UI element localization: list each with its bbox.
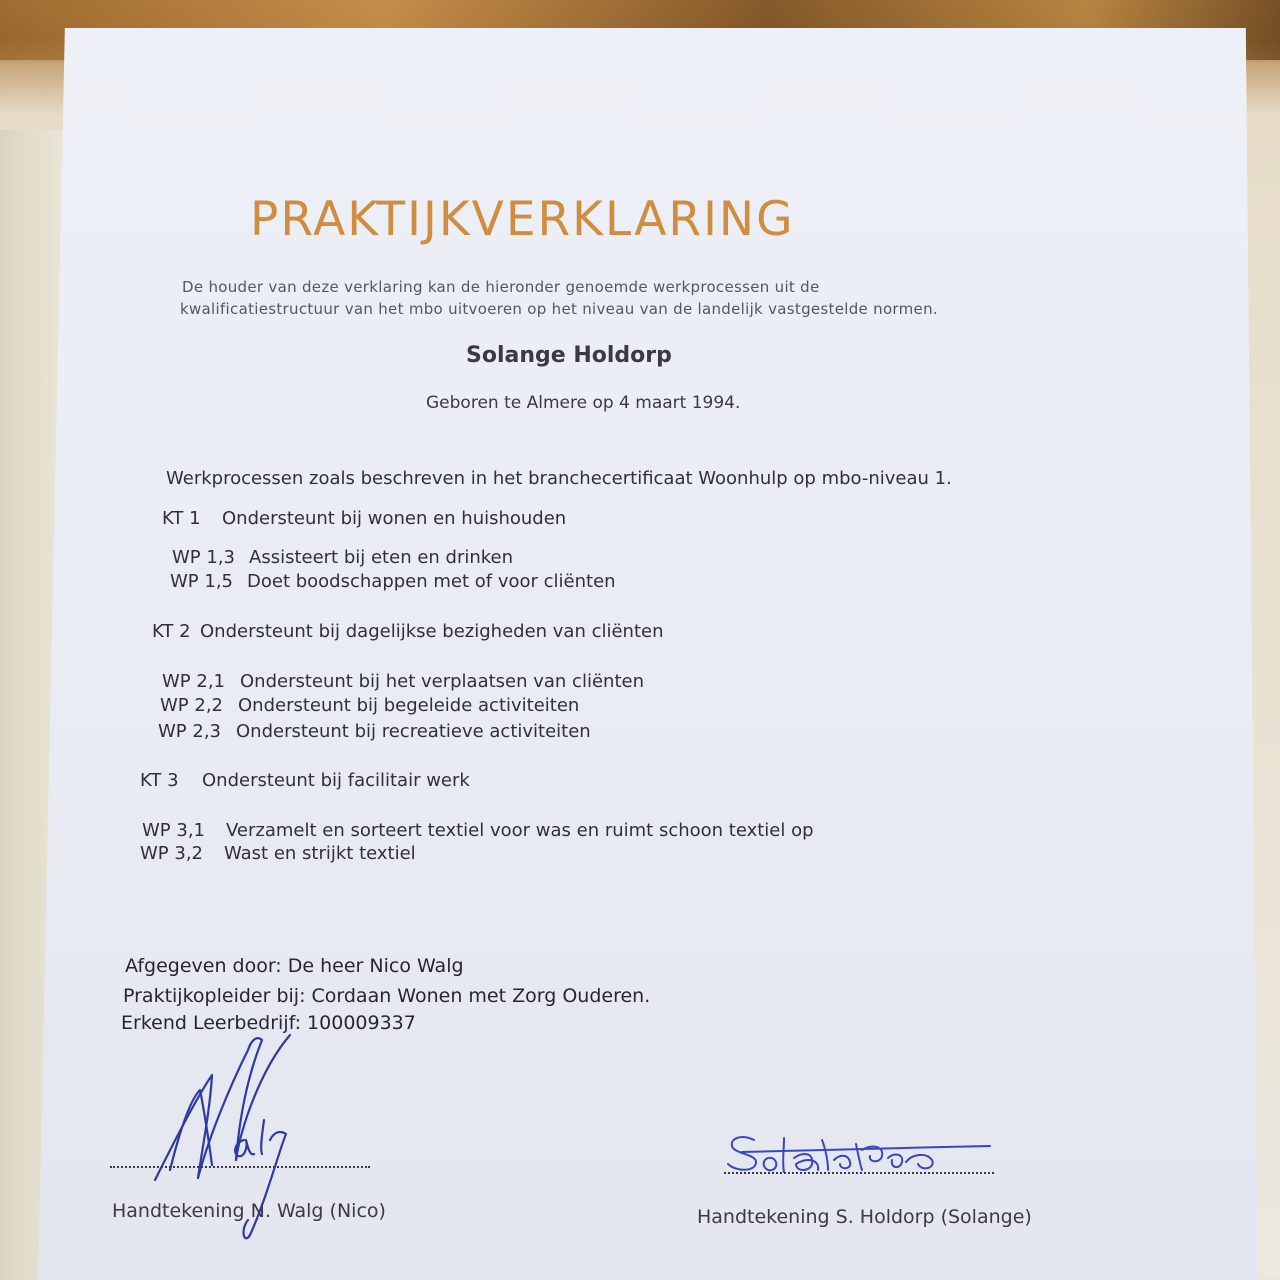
core-task-3	[140, 770, 470, 791]
trainer-at: Praktijkopleider bij: Cordaan Wonen met Zorg Ouderen.	[123, 985, 651, 1007]
core-task-1	[162, 508, 566, 529]
core-task-2	[152, 621, 664, 642]
work-process-label: Wast en strijkt textiel	[224, 843, 416, 864]
work-process-2-1	[162, 671, 644, 692]
work-process-code: WP 3,2	[140, 843, 203, 864]
core-task-code: KT 3	[140, 770, 179, 791]
work-process-2-3	[158, 721, 591, 742]
issued-by: Afgegeven door: De heer Nico Walg	[125, 955, 464, 977]
core-task-code: KT 2	[152, 621, 191, 642]
signature-line-holdorp	[724, 1172, 994, 1174]
signature-label-holdorp: Handtekening S. Holdorp (Solange)	[697, 1206, 1032, 1228]
core-task-label: Ondersteunt bij wonen en huishouden	[222, 508, 567, 529]
work-process-1-5	[170, 571, 616, 592]
work-process-code: WP 2,3	[158, 721, 221, 742]
work-process-label: Assisteert bij eten en drinken	[249, 547, 514, 568]
document-title: PRAKTIJKVERKLARING	[250, 192, 795, 247]
work-process-code: WP 2,1	[162, 671, 225, 692]
core-task-label: Ondersteunt bij facilitair werk	[202, 770, 470, 791]
work-process-3-1	[142, 820, 814, 841]
work-process-label: Ondersteunt bij begeleide activiteiten	[238, 695, 580, 716]
signature-label-walg: Handtekening N. Walg (Nico)	[112, 1200, 386, 1222]
recognized-company: Erkend Leerbedrijf: 100009337	[121, 1012, 416, 1034]
work-process-code: WP 2,2	[160, 695, 223, 716]
birth-line: Geboren te Almere op 4 maart 1994.	[426, 393, 741, 413]
work-process-1-3	[172, 547, 513, 568]
work-process-code: WP 1,3	[172, 547, 235, 568]
work-process-label: Verzamelt en sorteert textiel voor was en ruimt schoon textiel op	[226, 820, 814, 841]
intro-line-2: kwalificatiestructuur van het mbo uitvoeren op het niveau van de landelijk vastgestelde normen.	[180, 300, 938, 318]
signature-holdorp	[722, 1128, 1002, 1188]
signature-line-walg	[110, 1166, 370, 1168]
processes-intro: Werkprocessen zoals beschreven in het branchecertificaat Woonhulp op mbo-niveau 1.	[166, 468, 952, 489]
work-process-code: WP 1,5	[170, 571, 233, 592]
work-process-3-2	[140, 843, 416, 864]
intro-line-1: De houder van deze verklaring kan de hieronder genoemde werkprocessen uit de	[182, 278, 820, 296]
holder-name: Solange Holdorp	[466, 343, 672, 368]
core-task-code: KT 1	[162, 508, 201, 529]
core-task-label: Ondersteunt bij dagelijkse bezigheden van cliënten	[200, 621, 664, 642]
work-process-label: Doet boodschappen met of voor cliënten	[247, 571, 616, 592]
work-process-label: Ondersteunt bij het verplaatsen van cliënten	[240, 671, 644, 692]
work-process-code: WP 3,1	[142, 820, 205, 841]
work-process-2-2	[160, 695, 579, 716]
work-process-label: Ondersteunt bij recreatieve activiteiten	[236, 721, 591, 742]
